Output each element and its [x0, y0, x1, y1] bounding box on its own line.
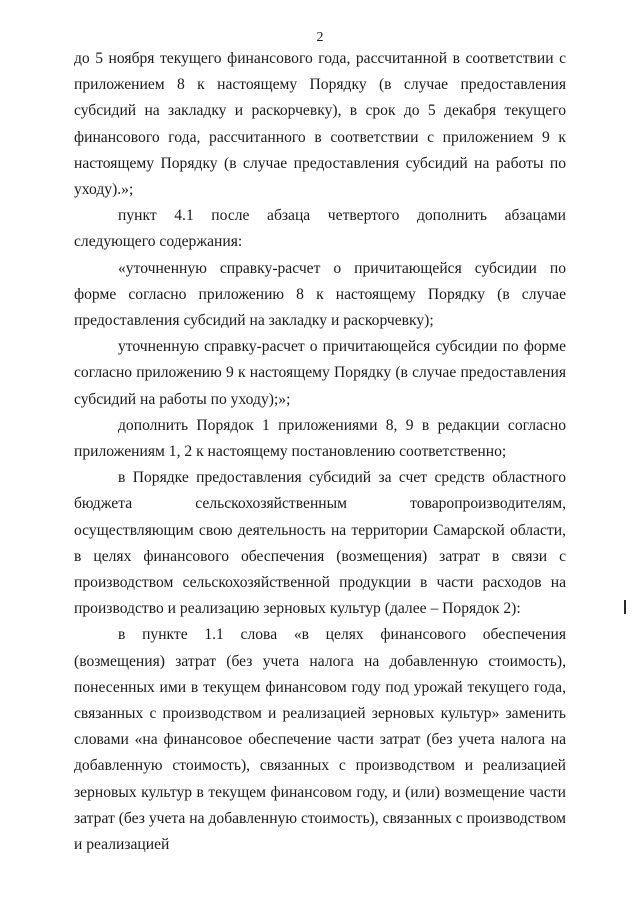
paragraph-add-annexes: дополнить Порядок 1 приложениями 8, 9 в редакции согласно приложениям 1, 2 к настоящему постановлению соответственно; — [74, 416, 566, 461]
scan-edge-mark — [624, 600, 626, 614]
paragraph-point-1-1: в пункте 1.1 слова «в целях финансового обеспечения (возмещения) затрат (без учета налога на добавленную стоимость), понесенных ими в текущем финансовом году под урожай текущего года, связанных с производством и реализацией зерновых культур» заменить словами «на финансовое обеспечение части затрат (без учета налога на добавленную стоимость), связанных с производством и реализацией зерновых культур в текущем финансовом году, и (или) возмещение части затрат (без учета на добавленную стоимость), связанных с производством и реализацией — [74, 626, 566, 854]
document-body — [74, 46, 566, 858]
page-number: 2 — [316, 30, 324, 45]
paragraph-order-2: в Порядке предоставления субсидий за счет средств областного бюджета сельскохозяйственным товаропроизводителям, осуществляющим свою деятельность на территории Самарской области, в целях финансового обеспечения (возмещения) затрат в связи с производством сельскохозяйственной продукции в части расходов на производство и реализацию зерновых культур (далее – Порядок 2): — [74, 469, 566, 618]
paragraph-continuation: до 5 ноября текущего финансового года, рассчитанной в соответствии с приложением 8 к настоящему Порядку (в случае предоставления субсидий на закладку и раскорчевку), в срок до 5 декабря текущего финансового года, рассчитанного в соответствии с приложением 9 к настоящему Порядку (в случае предоставления субсидий на работы по уходу).»; — [74, 50, 566, 199]
paragraph-point-4-1: пункт 4.1 после абзаца четвертого дополнить абзацами следующего содержания: — [74, 207, 566, 251]
paragraph-quote-annex-9: уточненную справку-расчет о причитающейся субсидии по форме согласно приложению 9 к настоящему Порядку (в случае предоставления субсидий на работы по уходу);»; — [74, 338, 566, 408]
paragraph-quote-annex-8: «уточненную справку-расчет о причитающейся субсидии по форме согласно приложению 8 к настоящему Порядку (в случае предоставления субсидий на закладку и раскорчевку); — [74, 259, 566, 330]
